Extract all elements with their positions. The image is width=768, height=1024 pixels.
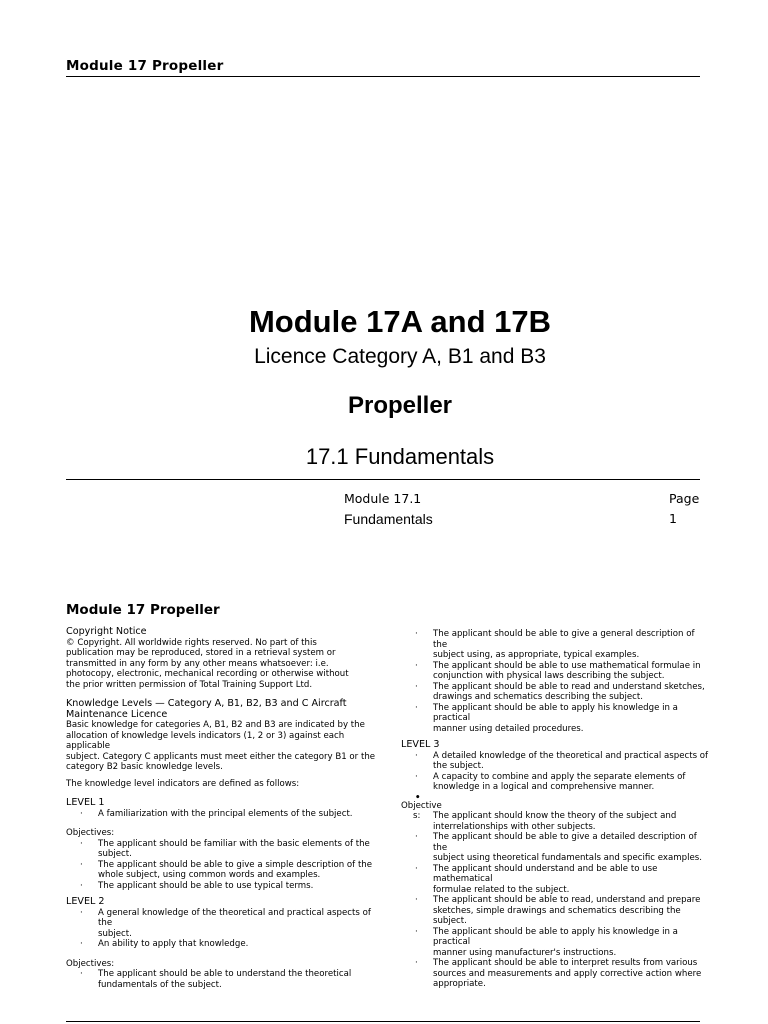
bullet: · (415, 660, 418, 671)
bullet: · (80, 939, 83, 949)
list-item: · A familiarization with the principal elements of the subject. (80, 808, 353, 819)
copyright-line: publication may be reproduced, stored in a retrieval system or (66, 648, 336, 658)
section-title: 17.1 Fundamentals (305, 444, 495, 469)
knowledge-levels-title: Maintenance Licence (66, 708, 168, 720)
bullet: • (415, 792, 421, 803)
copyright-title: Copyright Notice (66, 626, 147, 637)
bullet: · (80, 838, 83, 849)
list-item: · An ability to apply that knowledge. (80, 939, 249, 949)
list-item: · The applicant should be able to read, understand and prepare sketches, simple drawings and schematics describing the subject. (415, 895, 701, 926)
defined-text: The knowledge level indicators are defined as follows: (66, 778, 300, 789)
list-item: · The applicant should be able to understand the theoretical fundamentals of the subject. (80, 969, 352, 990)
bullet: · (415, 771, 418, 782)
list-item: · The applicant should be able to interpret results from various sources and measurements and apply corrective action where appropriate. (415, 958, 702, 989)
copyright-line: photocopy, electronic, mechanical recording or otherwise without (66, 669, 349, 679)
copyright-line: transmitted in any form by any other means whatsoever: i.e. (66, 658, 329, 669)
bullet: · (415, 863, 418, 874)
list-item: · A general knowledge of the theoretical and practical aspects of the subject. (80, 907, 371, 939)
knowledge-levels-title: Knowledge Levels — Category A, B1, B2, B3 and C Aircraft (66, 698, 347, 709)
copyright-line: the prior written permission of Total Training Support Ltd. (66, 679, 313, 690)
knowledge-levels-text: allocation of knowledge levels indicators (1, 2 or 3) against each applicable (66, 730, 345, 751)
level-3-heading: LEVEL 3 (401, 739, 440, 750)
knowledge-levels-text: category B2 basic knowledge levels. (66, 762, 223, 772)
bullet: · (415, 926, 418, 937)
bullet: · (415, 895, 418, 905)
bullet: · (415, 702, 418, 713)
bullet: · (80, 969, 83, 979)
bullet: · (80, 859, 83, 870)
list-item: · A detailed knowledge of the theoretical and practical aspects of the subject. (415, 750, 709, 771)
bullet: · (415, 958, 418, 968)
bullet: · (415, 832, 418, 842)
bullet: · (415, 750, 418, 761)
module-name: Fundamentals (344, 511, 433, 527)
right-column (401, 629, 711, 990)
title-rule (66, 479, 700, 480)
list-item: · The applicant should understand and be able to use mathematical formulae related to the subject. (415, 863, 658, 895)
list-item: s: The applicant should know the theory of the subject and interrelationships with other subjects. (413, 811, 677, 832)
bullet: · (415, 681, 418, 692)
module-number: Module 17.1 (344, 491, 422, 506)
list-item: · The applicant should be able to read and understand sketches, drawings and schematics describing the subject. (415, 681, 705, 702)
level-1-heading: LEVEL 1 (66, 797, 105, 808)
page-number: 1 (669, 511, 677, 526)
list-item: · The applicant should be able to apply his knowledge in a practical manner using detailed procedures. (415, 702, 678, 734)
footer-rule (66, 1021, 700, 1022)
list-item: · The applicant should be familiar with the basic elements of the subject. (80, 838, 370, 859)
list-item: · The applicant should be able to use typical terms. (80, 880, 314, 891)
knowledge-levels-text: Basic knowledge for categories A, B1, B2 and B3 are indicated by the (66, 720, 365, 730)
list-item: · The applicant should be able to give a general description of the subject using, as appropriate, typical examples. (415, 629, 695, 660)
page2-header: Module 17 Propeller (66, 602, 220, 618)
list-item: · The applicant should be able to use mathematical formulae in conjunction with physical laws describing the subject. (415, 660, 701, 681)
list-item: · The applicant should be able to give a simple description of the whole subject, using common words and examples. (80, 859, 373, 880)
bullet: · (415, 629, 418, 639)
page-header: Module 17 Propeller (66, 58, 224, 74)
objectives-label-cont: s: (413, 811, 421, 821)
copyright-line: © Copyright. All worldwide rights reserved. No part of this (66, 637, 317, 648)
licence-category: Licence Category A, B1 and B3 (254, 345, 546, 368)
objectives-label: Objectives: (66, 828, 115, 838)
list-item: · The applicant should be able to give a detailed description of the subject using theoretical fundamentals and specific examples. (415, 832, 702, 863)
objectives-label: Objective (401, 800, 442, 811)
header-rule (66, 76, 700, 77)
left-column (66, 627, 386, 990)
page-label: Page (669, 491, 700, 506)
list-item: · A capacity to combine and apply the separate elements of knowledge in a logical and comprehensive manner. (415, 771, 686, 792)
list-item: · The applicant should be able to apply his knowledge in a practical manner using manufacturer's instructions. (415, 926, 678, 958)
subject-title: Propeller (347, 392, 453, 419)
objectives-label: Objectives: (66, 958, 115, 969)
knowledge-levels-text: subject. Category C applicants must meet either the category B1 or the (66, 751, 376, 762)
bullet: · (80, 907, 83, 918)
empty-list-item (401, 793, 711, 801)
document-title: Module 17A and 17B (248, 304, 552, 339)
bullet: · (80, 808, 83, 819)
bullet: · (80, 880, 83, 891)
level-2-heading: LEVEL 2 (66, 896, 105, 907)
